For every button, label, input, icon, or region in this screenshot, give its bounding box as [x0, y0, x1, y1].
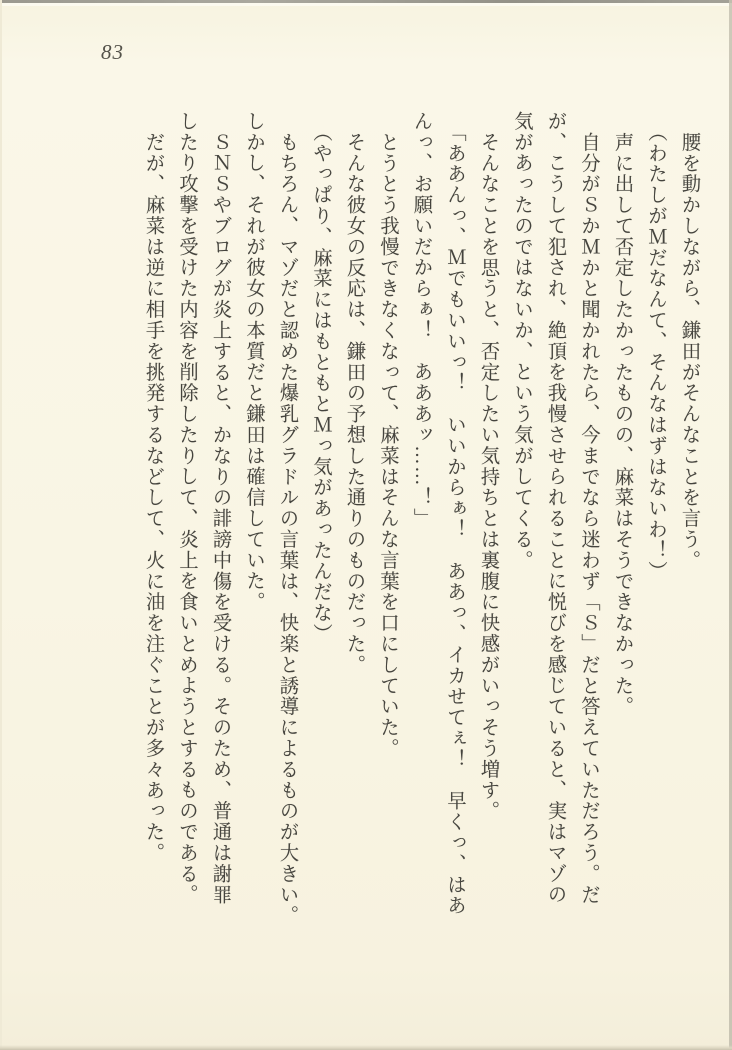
text-line-8: 「ああんっ、Ｍでもいいっ！ いいからぁ！ ああっ、イカせてぇ！ 早くっ、はあ: [444, 121, 466, 916]
text-line-12: （やっぱり、麻菜にはもともとＭっ気があったんだな）: [310, 121, 332, 644]
text-line-5: が、こうして犯され、絶頂を我慢させられることに悦びを感じていると、実はマゾの: [545, 111, 566, 906]
page-number: 83: [101, 40, 124, 64]
scan-bottom-edge: [0, 1045, 732, 1050]
text-line-14: しかし、それが彼女の本質だと鎌田は確信していた。: [243, 111, 265, 613]
text-line-3: 声に出して否定したかったものの、麻菜はそうできなかった。: [612, 132, 633, 718]
scan-top-highlight: [0, 3, 732, 6]
text-line-4: 自分がＳかＭかと聞かれたら、今までなら迷わず「Ｓ」だと答えていただろう。だ: [578, 132, 600, 906]
scan-left-edge: [0, 0, 2, 1050]
text-line-6: 気があったのではないか、という気がしてくる。: [511, 111, 533, 571]
text-line-1: 腰を動かしながら、鎌田がそんなことを言う。: [679, 132, 700, 571]
text-line-11: そんな彼女の反応は、鎌田の予想した通りのものだった。: [344, 132, 365, 676]
text-line-13: もちろん、マゾだと認めた爆乳グラドルの言葉は、快楽と誘導によるものが大きい。: [277, 132, 298, 927]
text-line-9: んっ、お願いだからぁ！ あああッ……！」: [411, 111, 432, 529]
text-line-10: とうとう我慢できなくなって、麻菜はそんな言葉を口にしていた。: [377, 132, 399, 759]
vertical-text-block: [130, 111, 700, 927]
text-line-17: だが、麻菜は逆に相手を挑発するなどして、火に油を注ぐことが多々あった。: [143, 132, 164, 864]
text-line-2: （わたしがＭだなんて、そんなはずはないわ！）: [645, 121, 667, 582]
text-line-16: したり攻撃を受けた内容を削除したりして、炎上を食いとめようとするものである。: [176, 111, 198, 906]
text-line-7: そんなことを思うと、否定したい気持ちとは裏腹に快感がいっそう増す。: [478, 132, 499, 822]
text-line-15: ＳＮＳやブログが炎上すると、かなりの誹謗中傷を受ける。そのため、普通は謝罪: [210, 132, 231, 906]
